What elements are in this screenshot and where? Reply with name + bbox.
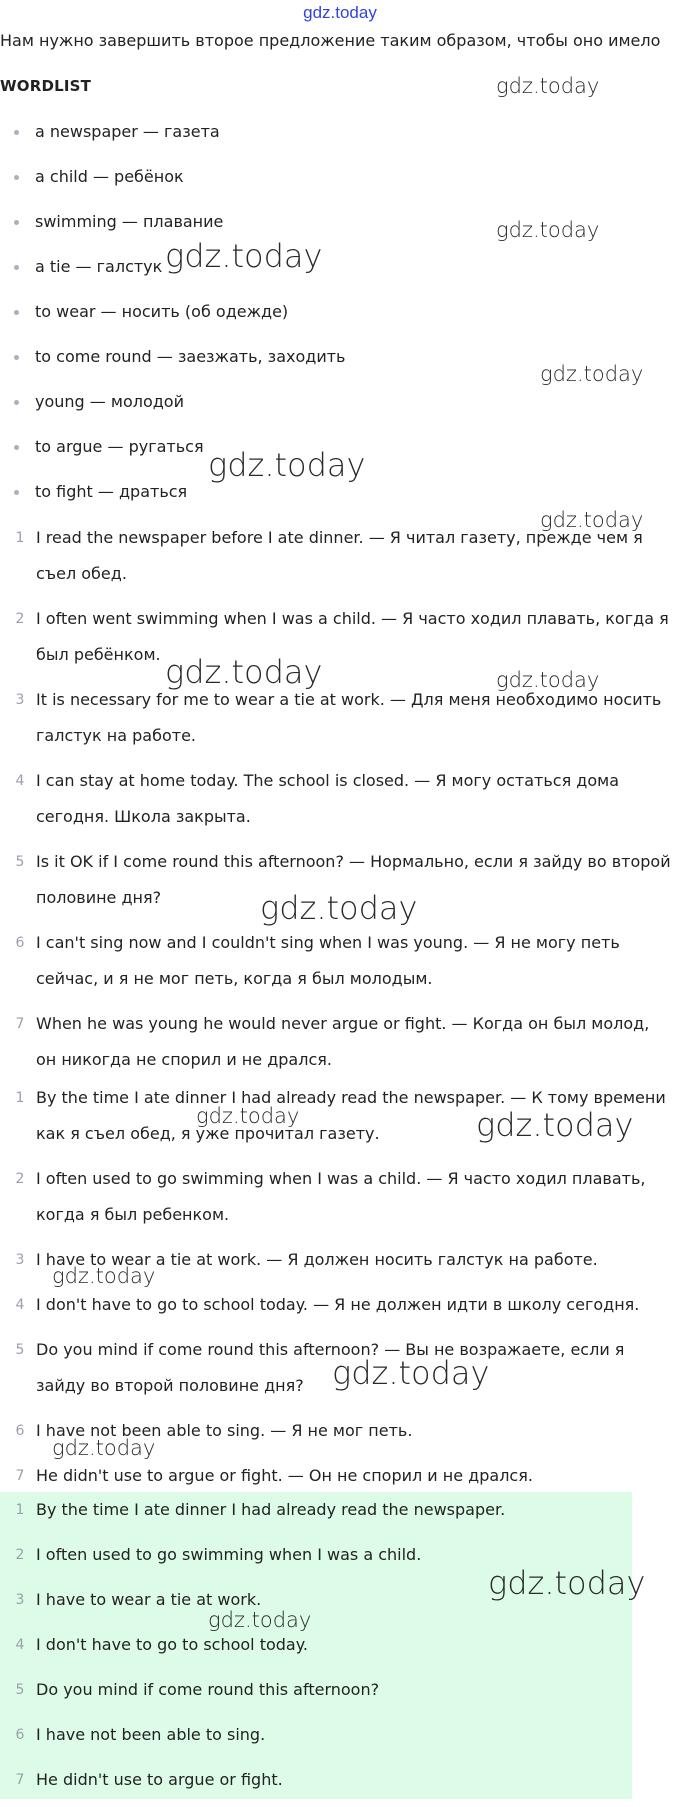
sentence-text: Is it OK if I come round this afternoon? — Нормально, если я зайду во второй половине дня? bbox=[36, 852, 671, 907]
wordlist-item-text: to come round — заезжать, заходить bbox=[35, 347, 346, 366]
sentence-text: I can stay at home today. The school is closed. — Я могу остаться дома сегодня. Школа закрыта. bbox=[36, 771, 620, 826]
list-item bbox=[0, 1492, 672, 1537]
sentence-text: I read the newspaper before I ate dinner. — Я читал газету, прежде чем я съел обед. bbox=[36, 528, 643, 583]
watermark: gdz.today bbox=[165, 237, 323, 275]
list-item bbox=[0, 1762, 672, 1807]
list-item bbox=[0, 925, 672, 997]
item-number: 4 bbox=[15, 773, 25, 789]
watermark: gdz.today bbox=[52, 1264, 156, 1288]
sentence-text: I have to wear a tie at work. — Я должен носить галстук на работе. bbox=[36, 1250, 598, 1269]
bullet-icon bbox=[14, 400, 19, 405]
wordlist-item-text: swimming — плавание bbox=[35, 212, 224, 231]
bullet-icon bbox=[14, 445, 19, 450]
item-number: 7 bbox=[15, 1772, 25, 1788]
bullet-icon bbox=[14, 220, 19, 225]
list-item bbox=[0, 763, 672, 835]
list-item bbox=[0, 1672, 672, 1717]
item-number: 4 bbox=[15, 1297, 25, 1313]
item-number: 7 bbox=[15, 1468, 25, 1484]
list-item bbox=[0, 1627, 672, 1672]
watermark: gdz.today bbox=[196, 1104, 300, 1128]
watermark: gdz.today bbox=[165, 653, 323, 691]
list-item bbox=[0, 390, 640, 435]
wordlist-item-text: young — молодой bbox=[35, 392, 184, 411]
watermark: gdz.today bbox=[332, 1354, 490, 1392]
list-item bbox=[0, 1717, 672, 1762]
site-link[interactable]: gdz.today bbox=[303, 3, 377, 22]
bullet-icon bbox=[14, 310, 19, 315]
watermark: gdz.today bbox=[496, 668, 600, 692]
item-number: 4 bbox=[15, 1637, 25, 1653]
bullet-icon bbox=[14, 490, 19, 495]
sentence-text: I don't have to go to school today. bbox=[36, 1635, 308, 1654]
intro-text: Нам нужно завершить второе предложение таким образом, чтобы оно имело bbox=[0, 31, 661, 50]
bullet-icon bbox=[14, 130, 19, 135]
bullet-icon bbox=[14, 355, 19, 360]
item-number: 2 bbox=[15, 1547, 25, 1563]
wordlist-item-text: a child — ребёнок bbox=[35, 167, 184, 186]
sentence-text: I can't sing now and I couldn't sing when I was young. — Я не могу петь сейчас, и я не мог петь, когда я был молодым. bbox=[36, 933, 620, 988]
item-number: 1 bbox=[15, 530, 25, 546]
watermark: gdz.today bbox=[540, 362, 644, 386]
item-number: 2 bbox=[15, 611, 25, 627]
wordlist-item-text: to fight — драться bbox=[35, 482, 188, 501]
sentence-text: He didn't use to argue or fight. bbox=[36, 1770, 283, 1789]
list-item bbox=[0, 300, 640, 345]
sentence-text: By the time I ate dinner I had already read the newspaper. — К тому времени как я съел обед, я уже прочитал газету. bbox=[36, 1088, 666, 1143]
watermark: gdz.today bbox=[496, 218, 600, 242]
item-number: 5 bbox=[15, 854, 25, 870]
list-item bbox=[0, 1287, 672, 1323]
watermark: gdz.today bbox=[52, 1436, 156, 1460]
list-item bbox=[0, 120, 640, 165]
sentence-text: Do you mind if come round this afternoon? bbox=[36, 1680, 380, 1699]
item-number: 3 bbox=[15, 1252, 25, 1268]
list-item bbox=[0, 1458, 672, 1494]
item-number: 1 bbox=[15, 1502, 25, 1518]
item-number: 7 bbox=[15, 1016, 25, 1032]
item-number: 3 bbox=[15, 1592, 25, 1608]
bullet-icon bbox=[14, 175, 19, 180]
wordlist-item-text: to wear — носить (об одежде) bbox=[35, 302, 289, 321]
final-answers-list bbox=[0, 1492, 672, 1807]
watermark: gdz.today bbox=[488, 1564, 646, 1602]
sentence-text: It is necessary for me to wear a tie at work. — Для меня необходимо носить галстук на работе. bbox=[36, 690, 662, 745]
sentence-text: I have not been able to sing. — Я не мог петь. bbox=[36, 1421, 413, 1440]
sentence-text: I don't have to go to school today. — Я не должен идти в школу сегодня. bbox=[36, 1295, 640, 1314]
item-number: 5 bbox=[15, 1342, 25, 1358]
watermark: gdz.today bbox=[476, 1106, 634, 1144]
watermark: gdz.today bbox=[208, 446, 366, 484]
bullet-icon bbox=[14, 265, 19, 270]
watermark: gdz.today bbox=[208, 1608, 312, 1632]
wordlist-heading: WORDLIST bbox=[0, 77, 92, 95]
watermark: gdz.today bbox=[260, 889, 418, 927]
list-item bbox=[0, 1006, 672, 1078]
wordlist-item-text: a newspaper — газета bbox=[35, 122, 220, 141]
item-number: 6 bbox=[15, 1423, 25, 1439]
item-number: 1 bbox=[15, 1090, 25, 1106]
watermark: gdz.today bbox=[540, 508, 644, 532]
sentence-text: I often used to go swimming when I was a child. bbox=[36, 1545, 422, 1564]
item-number: 6 bbox=[15, 1727, 25, 1743]
sentence-text: Do you mind if come round this afternoon? — Вы не возражаете, если я зайду во второй половине дня? bbox=[36, 1340, 625, 1395]
sentence-text: I often used to go swimming when I was a child. — Я часто ходил плавать, когда я был ребенком. bbox=[36, 1169, 646, 1224]
item-number: 6 bbox=[15, 935, 25, 951]
sentence-text: He didn't use to argue or fight. — Он не спорил и не дрался. bbox=[36, 1466, 533, 1485]
watermark: gdz.today bbox=[496, 74, 600, 98]
list-item bbox=[0, 682, 672, 754]
original-sentences-list bbox=[0, 520, 672, 1078]
item-number: 3 bbox=[15, 692, 25, 708]
item-number: 2 bbox=[15, 1171, 25, 1187]
list-item bbox=[0, 1161, 672, 1233]
list-item bbox=[0, 601, 672, 673]
sentence-text: I often went swimming when I was a child. — Я часто ходил плавать, когда я был ребёнком. bbox=[36, 609, 669, 664]
list-item bbox=[0, 165, 640, 210]
sentence-text: By the time I ate dinner I had already read the newspaper. bbox=[36, 1500, 506, 1519]
wordlist-item-text: a tie — галстук bbox=[35, 257, 163, 276]
sentence-text: When he was young he would never argue or fight. — Когда он был молод, он никогда не спорил и не дрался. bbox=[36, 1014, 650, 1069]
item-number: 5 bbox=[15, 1682, 25, 1698]
wordlist-item-text: to argue — ругаться bbox=[35, 437, 204, 456]
sentence-text: I have not been able to sing. bbox=[36, 1725, 266, 1744]
sentence-text: I have to wear a tie at work. bbox=[36, 1590, 262, 1609]
